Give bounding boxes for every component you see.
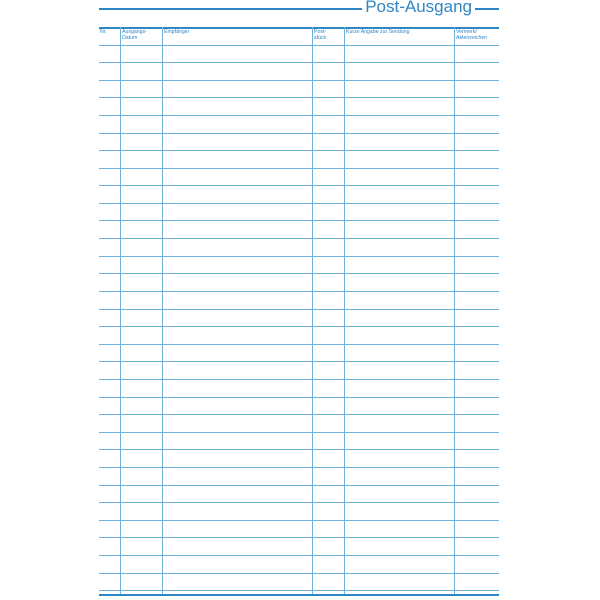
table-row-line bbox=[99, 168, 499, 169]
column-header-vermerk-text: Vermerk/ Aktenzeichen bbox=[456, 29, 488, 41]
column-header-empfaenger: Empfänger bbox=[164, 29, 190, 35]
table-row-line bbox=[99, 537, 499, 538]
table-row-line bbox=[99, 520, 499, 521]
table-row-line bbox=[99, 467, 499, 468]
table-row-line bbox=[99, 309, 499, 310]
table-row-line bbox=[99, 133, 499, 134]
table-row-line bbox=[99, 220, 499, 221]
column-divider bbox=[454, 27, 455, 595]
table-row-line bbox=[99, 238, 499, 239]
column-divider bbox=[120, 27, 121, 595]
column-divider bbox=[344, 27, 345, 595]
table-row-line bbox=[99, 502, 499, 503]
header-rule bbox=[99, 27, 499, 29]
form-sheet bbox=[99, 0, 499, 600]
column-header-datum-text: Ausgangs- Datum bbox=[122, 29, 147, 41]
page-title: Post-Ausgang bbox=[362, 0, 475, 18]
column-header-angabe: Kurze Angabe zur Sendung bbox=[346, 29, 410, 35]
table-row-line bbox=[99, 62, 499, 63]
table-row-line bbox=[99, 361, 499, 362]
table-row-line bbox=[99, 97, 499, 98]
table-row-line bbox=[99, 344, 499, 345]
table-row-line bbox=[99, 115, 499, 116]
table-row-line bbox=[99, 45, 499, 46]
column-header-datum bbox=[122, 29, 147, 41]
column-header-vermerk bbox=[456, 29, 487, 41]
table-row-line bbox=[99, 432, 499, 433]
column-divider bbox=[312, 27, 313, 595]
table-row-line bbox=[99, 150, 499, 151]
table-row-line bbox=[99, 273, 499, 274]
table-row-line bbox=[99, 80, 499, 81]
table-row-line bbox=[99, 291, 499, 292]
table-row-line bbox=[99, 326, 499, 327]
table-row-line bbox=[99, 397, 499, 398]
table-row-line bbox=[99, 379, 499, 380]
table-row-line bbox=[99, 185, 499, 186]
table-row-line bbox=[99, 203, 499, 204]
column-divider bbox=[162, 27, 163, 595]
table-row-line bbox=[99, 555, 499, 556]
table-row-line bbox=[99, 573, 499, 574]
table-row-line bbox=[99, 449, 499, 450]
bottom-rule bbox=[99, 594, 499, 596]
table-row-line bbox=[99, 256, 499, 257]
table-row-line bbox=[99, 590, 499, 591]
column-header-poststueck bbox=[314, 29, 326, 41]
table-row-line bbox=[99, 414, 499, 415]
column-header-nr: Nr. bbox=[100, 29, 107, 35]
column-header-poststueck-text: Post- stück bbox=[314, 29, 327, 41]
table-row-line bbox=[99, 485, 499, 486]
